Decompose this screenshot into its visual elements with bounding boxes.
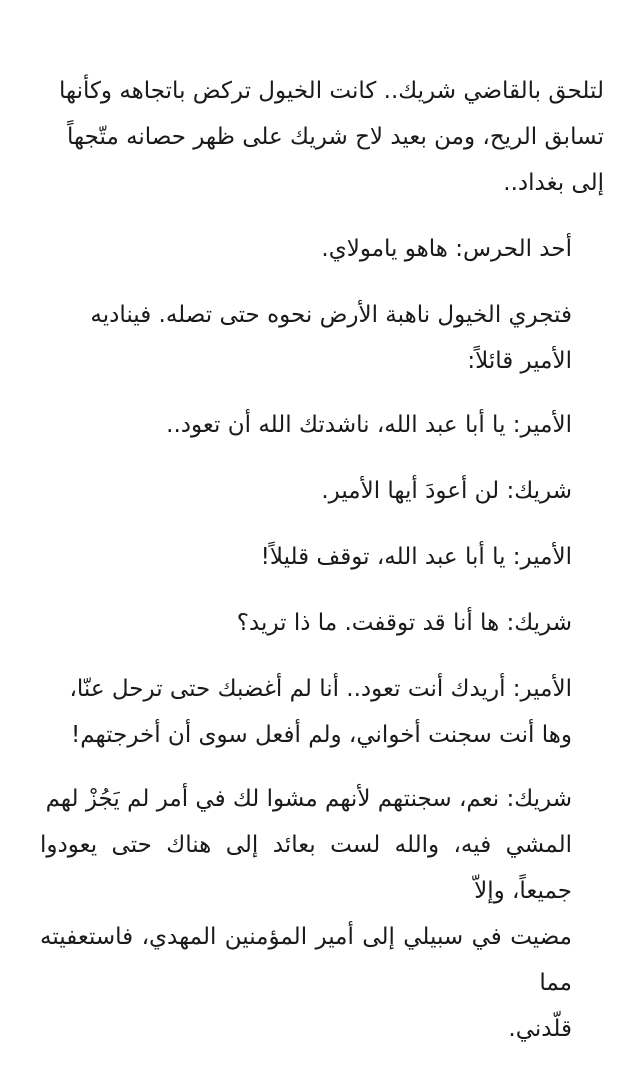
text-line: فتجري الخيول ناهبة الأرض نحوه حتى تصله. فيناديه	[90, 302, 572, 328]
paragraph-dialogue-sharik-3	[40, 776, 604, 1052]
text-line: الأمير: يا أبا عبد الله، ناشدتك الله أن تعود..	[166, 412, 572, 438]
paragraph-dialogue-emir-1	[40, 402, 604, 448]
text-line: مضيت في سبيلي إلى أمير المؤمنين المهدي، فاستعفيته مما	[40, 924, 572, 996]
text-line: شريك: ها أنا قد توقفت. ما ذا تريد؟	[236, 610, 572, 636]
page-text	[40, 68, 604, 1072]
paragraph-dialogue-emir-3	[40, 666, 604, 758]
paragraph-dialogue-sharik-2	[40, 600, 604, 646]
text-line: إلى بغداد..	[503, 170, 604, 196]
paragraph-narration-2	[40, 292, 604, 384]
paragraph-dialogue-emir-2	[40, 534, 604, 580]
text-line: أحد الحرس: هاهو يامولاي.	[321, 236, 572, 262]
text-line: تسابق الريح، ومن بعيد لاح شريك على ظهر حصانه متّجهاً	[67, 124, 604, 150]
text-line: الأمير: أريدك أنت تعود.. أنا لم أغضبك حتى ترحل عنّا،	[69, 676, 572, 702]
paragraph-dialogue-guard	[40, 226, 604, 272]
text-line: شريك: نعم، سجنتهم لأنهم مشوا لك في أمر لم يَجُزْ لهم	[45, 786, 572, 812]
text-line: شريك: لن أعودَ أيها الأمير.	[321, 478, 572, 504]
text-line: لتلحق بالقاضي شريك.. كانت الخيول تركض باتجاهه وكأنها	[58, 78, 604, 104]
text-line: الأمير قائلاً:	[467, 348, 572, 374]
text-line: المشي فيه، والله لست بعائد إلى هناك حتى يعودوا جميعاً، وإلاّ	[40, 832, 572, 904]
text-line: الأمير: يا أبا عبد الله، توقف قليلاً!	[260, 544, 572, 570]
paragraph-narration-1	[40, 68, 604, 206]
text-line: قلّدني.	[508, 1016, 572, 1042]
text-line: وها أنت سجنت أخواني، ولم أفعل سوى أن أخرجتهم!	[71, 722, 572, 748]
paragraph-dialogue-sharik-1	[40, 468, 604, 514]
